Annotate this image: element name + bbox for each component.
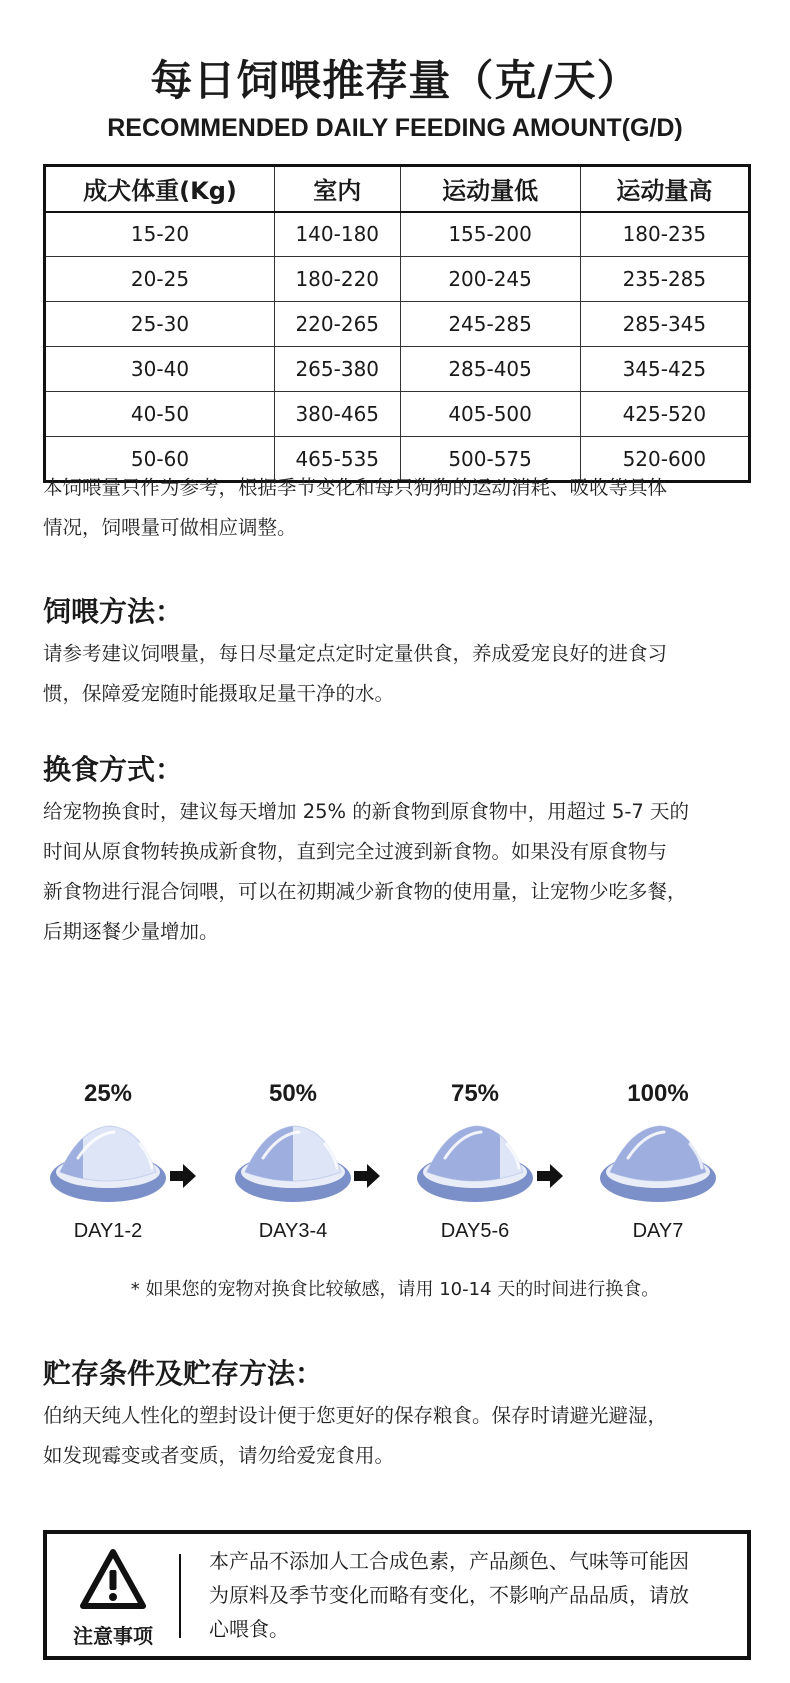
notice-label-block — [47, 1534, 179, 1656]
table-cell: 15-20 — [45, 212, 275, 257]
table-cell: 345-425 — [580, 347, 749, 392]
text-line: 情况，饲喂量可做相应调整。 — [43, 516, 297, 539]
text-line: 心喂食。 — [209, 1617, 289, 1641]
feeding-heading: 饲喂方法： — [43, 595, 184, 628]
text-line: 新食物进行混合饲喂，可以在初期减少新食物的使用量，让宠物少吃多餐， — [43, 880, 687, 903]
table-header-row — [45, 166, 750, 212]
switching-heading: 换食方式： — [43, 753, 184, 786]
table-cell: 30-40 — [45, 347, 275, 392]
table-cell: 285-405 — [400, 347, 580, 392]
table-cell: 50-60 — [45, 437, 275, 482]
table-cell: 265-380 — [274, 347, 400, 392]
text-line: 本产品不添加人工合成色素，产品颜色、气味等可能因 — [209, 1549, 689, 1573]
switching-paragraph — [43, 792, 755, 952]
stage-3 — [405, 1080, 545, 1243]
column-header: 室内 — [274, 166, 400, 212]
storage-heading: 贮存条件及贮存方法： — [43, 1357, 324, 1390]
page-title: 每日饲喂推荐量（克/天） — [150, 56, 640, 105]
food-bowl-icon — [233, 1118, 353, 1206]
text-line: 为原料及季节变化而略有变化，不影响产品品质，请放 — [209, 1583, 689, 1607]
stage-4 — [588, 1080, 728, 1243]
food-bowl-icon — [598, 1118, 718, 1206]
table-cell: 465-535 — [274, 437, 400, 482]
text-line: 时间从原食物转换成新食物，直到完全过渡到新食物。如果没有原食物与 — [43, 840, 668, 863]
stage-day: DAY7 — [632, 1220, 684, 1242]
text-line: 如发现霉变或者变质，请勿给爱宠食用。 — [43, 1444, 395, 1467]
text-line: 给宠物换食时，建议每天增加 25% 的新食物到原食物中，用超过 5-7 天的 — [43, 800, 689, 823]
table-cell: 180-235 — [580, 212, 749, 257]
table-row — [45, 347, 750, 392]
table-cell: 220-265 — [274, 302, 400, 347]
table-cell: 25-30 — [45, 302, 275, 347]
table-cell: 20-25 — [45, 257, 275, 302]
notice-text — [209, 1544, 739, 1646]
stage-1 — [38, 1080, 178, 1243]
table-cell: 180-220 — [274, 257, 400, 302]
table-cell: 155-200 — [400, 212, 580, 257]
table-cell: 200-245 — [400, 257, 580, 302]
feeding-table — [43, 164, 751, 483]
table-cell: 245-285 — [400, 302, 580, 347]
stage-percent: 100% — [627, 1080, 689, 1107]
table-cell: 140-180 — [274, 212, 400, 257]
table-cell: 40-50 — [45, 392, 275, 437]
text-line: 请参考建议饲喂量，每日尽量定点定时定量供食，养成爱宠良好的进食习 — [43, 642, 668, 665]
notice-label: 注意事项 — [73, 1624, 153, 1648]
stage-percent: 25% — [83, 1080, 133, 1107]
table-cell: 405-500 — [400, 392, 580, 437]
column-header: 运动量低 — [400, 166, 580, 212]
divider — [179, 1554, 181, 1638]
table-cell: 380-465 — [274, 392, 400, 437]
table-row — [45, 392, 750, 437]
food-bowl-icon — [48, 1118, 168, 1206]
intro-paragraph — [43, 468, 755, 548]
stage-percent: 75% — [450, 1080, 500, 1107]
column-header: 运动量高 — [580, 166, 749, 212]
arrow-right-icon — [352, 1162, 382, 1190]
stage-day: DAY3-4 — [258, 1220, 328, 1242]
stage-day: DAY5-6 — [440, 1220, 510, 1242]
sensitive-note: * 如果您的宠物对换食比较敏感，请用 10-14 天的时间进行换食。 — [130, 1279, 660, 1300]
stage-2 — [223, 1080, 363, 1243]
warning-icon — [79, 1548, 147, 1610]
text-line: 惯，保障爱宠随时能摄取足量干净的水。 — [43, 682, 395, 705]
transition-stages — [30, 1080, 770, 1260]
table-row — [45, 212, 750, 257]
stage-percent: 50% — [268, 1080, 318, 1107]
table-row — [45, 302, 750, 347]
page-subtitle: RECOMMENDED DAILY FEEDING AMOUNT(G/D) — [107, 114, 683, 142]
text-line: 伯纳天纯人性化的塑封设计便于您更好的保存粮食。保存时请避光避湿， — [43, 1404, 668, 1427]
table-cell: 235-285 — [580, 257, 749, 302]
text-line: 本饲喂量只作为参考，根据季节变化和每只狗狗的运动消耗、吸收等具体 — [43, 476, 668, 499]
table-cell: 285-345 — [580, 302, 749, 347]
arrow-right-icon — [168, 1162, 198, 1190]
table-row — [45, 257, 750, 302]
table-cell: 500-575 — [400, 437, 580, 482]
food-bowl-icon — [415, 1118, 535, 1206]
arrow-right-icon — [535, 1162, 565, 1190]
column-header: 成犬体重(Kg) — [45, 166, 275, 212]
storage-paragraph — [43, 1396, 755, 1476]
text-line: 后期逐餐少量增加。 — [43, 920, 219, 943]
notice-box — [43, 1530, 751, 1660]
stage-day: DAY1-2 — [73, 1220, 143, 1242]
feeding-paragraph — [43, 634, 755, 714]
table-cell: 425-520 — [580, 392, 749, 437]
table-cell: 520-600 — [580, 437, 749, 482]
